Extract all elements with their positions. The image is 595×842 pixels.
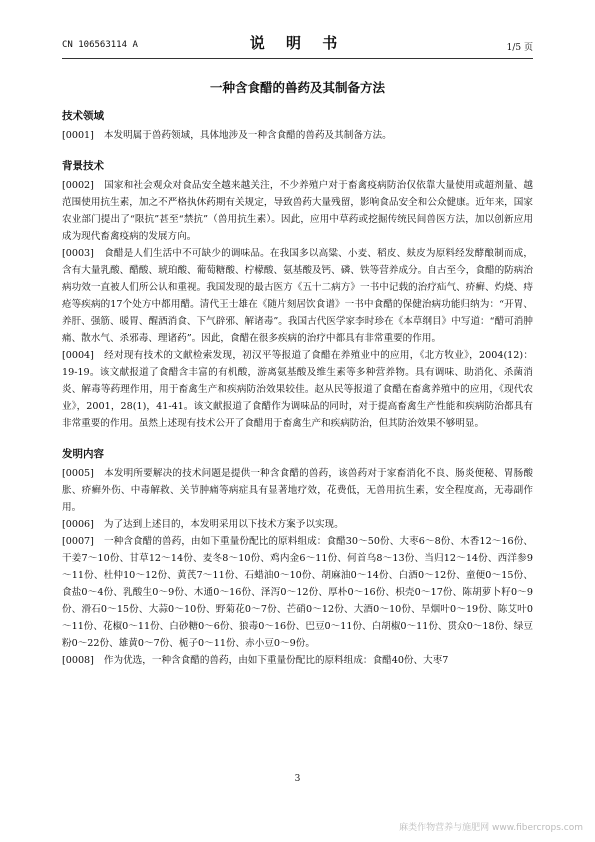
paragraph-0004 <box>62 347 533 432</box>
paragraph-text: 国家和社会观众对食品安全越来越关注，不少养殖户对于畜禽疫病防治仅依靠大量使用或超剂量、越范围使用抗生素，加之不严格执休药期有关规定，导致兽药大量残留，影响食品安全和公众健康。近年来，国家农业部门提出了“限抗”甚至“禁抗”（兽用抗生素）。因此，应用中草药或挖掘传统民间兽医方法，加以创新应用成为现代畜禽疫病的发展方向。 <box>62 180 533 242</box>
document-title: 一种含食醋的兽药及其制备方法 <box>209 80 385 95</box>
paragraph-number: [0006] <box>62 519 94 530</box>
paragraph-number: [0003] <box>62 248 94 259</box>
page-number: 3 <box>294 774 301 784</box>
paragraph-0002 <box>62 177 533 245</box>
section-heading-background: 背景技术 <box>62 160 104 172</box>
section-heading-summary: 发明内容 <box>62 448 104 460</box>
paragraph-0008 <box>62 652 533 669</box>
paragraph-text: 本发明所要解决的技术问题是提供一种含食醋的兽药，该兽药对于家畜消化不良、肠炎便秘、胃肠酸胀、疥癣外伤、中毒解救、关节肿痛等病症具有显著地疗效，花费低，无兽用抗生素，安全程度高，无毒副作用。 <box>62 468 533 513</box>
paragraph-0007 <box>62 533 533 652</box>
paragraph-number: [0001] <box>62 130 94 141</box>
paragraph-number: [0005] <box>62 468 94 479</box>
paragraph-text: 食醋是人们生活中不可缺少的调味品。在我国多以高粱、小麦、稻皮、麸皮为原料经发酵酿制而成，含有大量乳酸、醋酸、琥珀酸、葡萄糖酸、柠檬酸、氨基酸及钙、磷、铁等营养成分。自古至今，食醋的防病治病功效一直被人们所公认和重视。我国发现的最古医方《五十二病方》一书中记载的治疗疝气、疥癣、灼烧、痔疮等疾病的17个处方中都用醋。清代王士雄在《随片刻居饮食谱》一书中食醋的保健治病功能归纳为：“开胃、养肝、强筋、暖胃、醒酒消食、下气辟邪、解诸毒”。我国古代医学家李时珍在《本草纲目》中写道：“醋可消肿痛、散水气、杀邪毒、理诸药”。因此，食醋在很多疾病的治疗中都具有非常重要的作用。 <box>62 248 533 344</box>
paragraph-text: 本发明属于兽药领域，具体地涉及一种含食醋的兽药及其制备方法。 <box>103 130 392 141</box>
paragraph-0005 <box>62 465 533 516</box>
paragraph-text: 一种含食醋的兽药，由如下重量份配比的原料组成：食醋30～50份、大枣6～8份、木香12～16份、干姜7～10份、甘草12～14份、麦冬8～10份、鸡内金6～11份、何首乌8～13份、当归12～14份、西洋参9～11份、杜仲10～12份、黄芪7～11份、石蜡油0～10份、胡麻油0～14份、白酒0～12份、童便0～15份、食盐0～4份、乳酸生0～9份、木通0～16份、泽泻0～12份、厚朴0～16份、枳壳0～17份、陈胡萝卜籽0～9份、滑石0～15份、大蒜0～10份、野菊花0～7份、芒硝0～12份、大酒0～10份、旱烟叶0～19份、陈艾叶0～11份、花椒0～11份、白砂糖0～6份、狼毒0～16份、巴豆0～11份、白胡椒0～11份、贯众0～18份、绿豆粉0～22份、雄黄0～7份、栀子0～11份、赤小豆0～9份。 <box>62 536 533 649</box>
document-body <box>62 108 533 669</box>
document-type: 说 明 书 <box>249 34 346 52</box>
patent-number: CN 106563114 A <box>62 40 138 50</box>
page-info: 1/5 页 <box>506 43 533 53</box>
paragraph-number: [0007] <box>62 536 94 547</box>
paragraph-number: [0004] <box>62 350 94 361</box>
page-header <box>62 32 533 56</box>
paragraph-text: 经对现有技术的文献检索发现，初汉平等报道了食醋在养殖业中的应用，《北方牧业》，2004(12)：19-19。该文献报道了食醋含丰富的有机酸，游离氨基酸及维生素等多种营养物。具有调味、助消化、杀菌消炎、解毒等药理作用，用于畜禽生产和疾病防治效果较佳。赵从民等报道了食醋在畜禽养殖中的应用，《现代农业》，2001，28(1)，41-41。该文献报道了食醋作为调味品的同时，对于提高畜禽生产性能和疾病防治都具有非常重要的作用。虽然上述现有技术公开了食醋用于畜禽生产和疾病防治，但其防治效果不够明显。 <box>62 350 533 429</box>
paragraph-number: [0008] <box>62 655 94 666</box>
paragraph-0001 <box>62 127 533 144</box>
site-watermark: 麻类作物营养与施肥网 www.fibercrops.com <box>399 823 583 833</box>
paragraph-text: 为了达到上述目的，本发明采用以下技术方案予以实现。 <box>103 519 344 530</box>
paragraph-number: [0002] <box>62 180 94 191</box>
header-divider <box>62 58 533 59</box>
paragraph-text: 作为优选，一种含食醋的兽药，由如下重量份配比的原料组成：食醋40份、大枣7 <box>103 655 449 666</box>
paragraph-0003 <box>62 245 533 347</box>
paragraph-0006 <box>62 516 533 533</box>
section-heading-tech-field: 技术领域 <box>62 110 104 122</box>
